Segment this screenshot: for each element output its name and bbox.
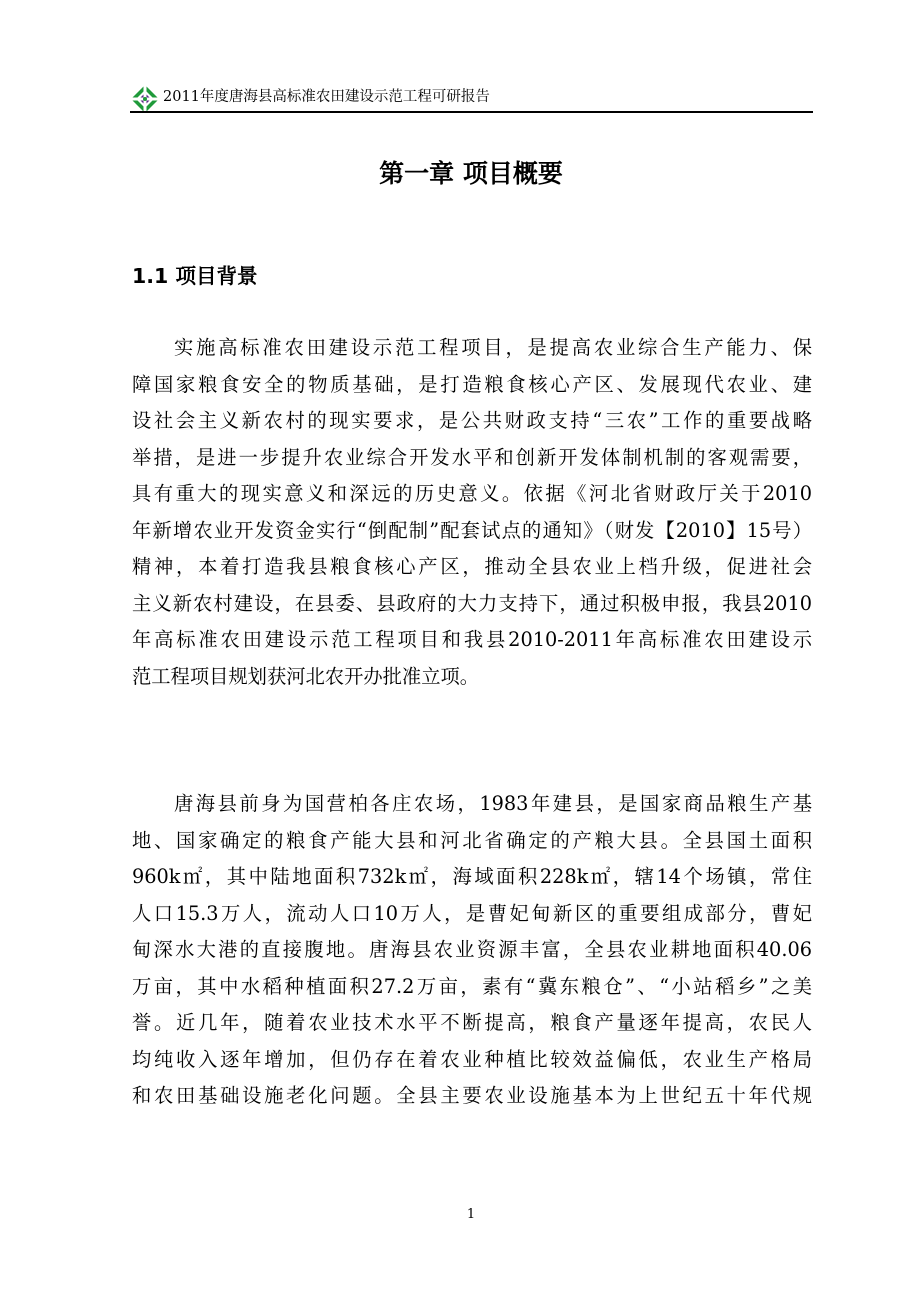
page-header <box>130 84 813 114</box>
page-number: 1 <box>466 1207 476 1222</box>
paragraph-line: 誉。近几年，随着农业技术水平不断提高，粮食产量逐年提高，农民人 <box>132 1011 812 1034</box>
header-title: 2011年度唐海县高标准农田建设示范工程可研报告 <box>163 89 490 105</box>
paragraph-line: 甸深水大港的直接腹地。唐海县农业资源丰富，全县农业耕地面积40.06 <box>132 938 812 961</box>
paragraph-line: 唐海县前身为国营柏各庄农场，1983年建县，是国家商品粮生产基 <box>174 792 812 815</box>
paragraph-line: 年高标准农田建设示范工程项目和我县2010-2011年高标准农田建设示 <box>132 628 812 651</box>
paragraph-line: 960k㎡，其中陆地面积732k㎡，海域面积228k㎡，辖14个场镇，常住 <box>132 865 812 888</box>
paragraph-line: 精神，本着打造我县粮食核心产区，推动全县农业上档升级，促进社会 <box>132 555 812 578</box>
paragraph-line: 万亩，其中水稻种植面积27.2万亩，素有“冀东粮仓”、“小站稻乡”之美 <box>132 974 812 998</box>
section-title: 1.1 项目背景 <box>132 264 258 288</box>
header-divider <box>130 111 813 113</box>
paragraph-line: 举措，是进一步提升农业综合开发水平和创新开发体制机制的客观需要， <box>132 445 812 469</box>
paragraph-1 <box>132 330 812 695</box>
paragraph-line: 地、国家确定的粮食产能大县和河北省确定的产粮大县。全县国土面积 <box>132 828 812 852</box>
paragraph-2 <box>132 786 812 1115</box>
paragraph-line: 障国家粮食安全的物质基础，是打造粮食核心产区、发展现代农业、建 <box>132 372 812 396</box>
chapter-title: 第一章 项目概要 <box>379 159 563 188</box>
paragraph-line: 均纯收入逐年增加，但仍存在着农业种植比较效益偏低，农业生产格局 <box>132 1047 812 1071</box>
paragraph-line: 主义新农村建设，在县委、县政府的大力支持下，通过积极申报，我县2010 <box>132 591 812 615</box>
paragraph-line: 范工程项目规划获河北农开办批准立项。 <box>132 664 480 688</box>
paragraph-line: 人口15.3万人，流动人口10万人，是曹妃甸新区的重要组成部分，曹妃 <box>132 901 812 925</box>
paragraph-line: 设社会主义新农村的现实要求，是公共财政支持“三农”工作的重要战略 <box>132 409 812 432</box>
company-logo-icon <box>130 84 160 114</box>
paragraph-line: 和农田基础设施老化问题。全县主要农业设施基本为上世纪五十年代规 <box>132 1084 812 1107</box>
paragraph-line: 具有重大的现实意义和深远的历史意义。依据《河北省财政厅关于2010 <box>132 482 812 505</box>
paragraph-line: 实施高标准农田建设示范工程项目，是提高农业综合生产能力、保 <box>174 336 812 359</box>
paragraph-line: 年新增农业开发资金实行“倒配制”配套试点的通知》（财发【2010】15号） <box>132 518 812 542</box>
